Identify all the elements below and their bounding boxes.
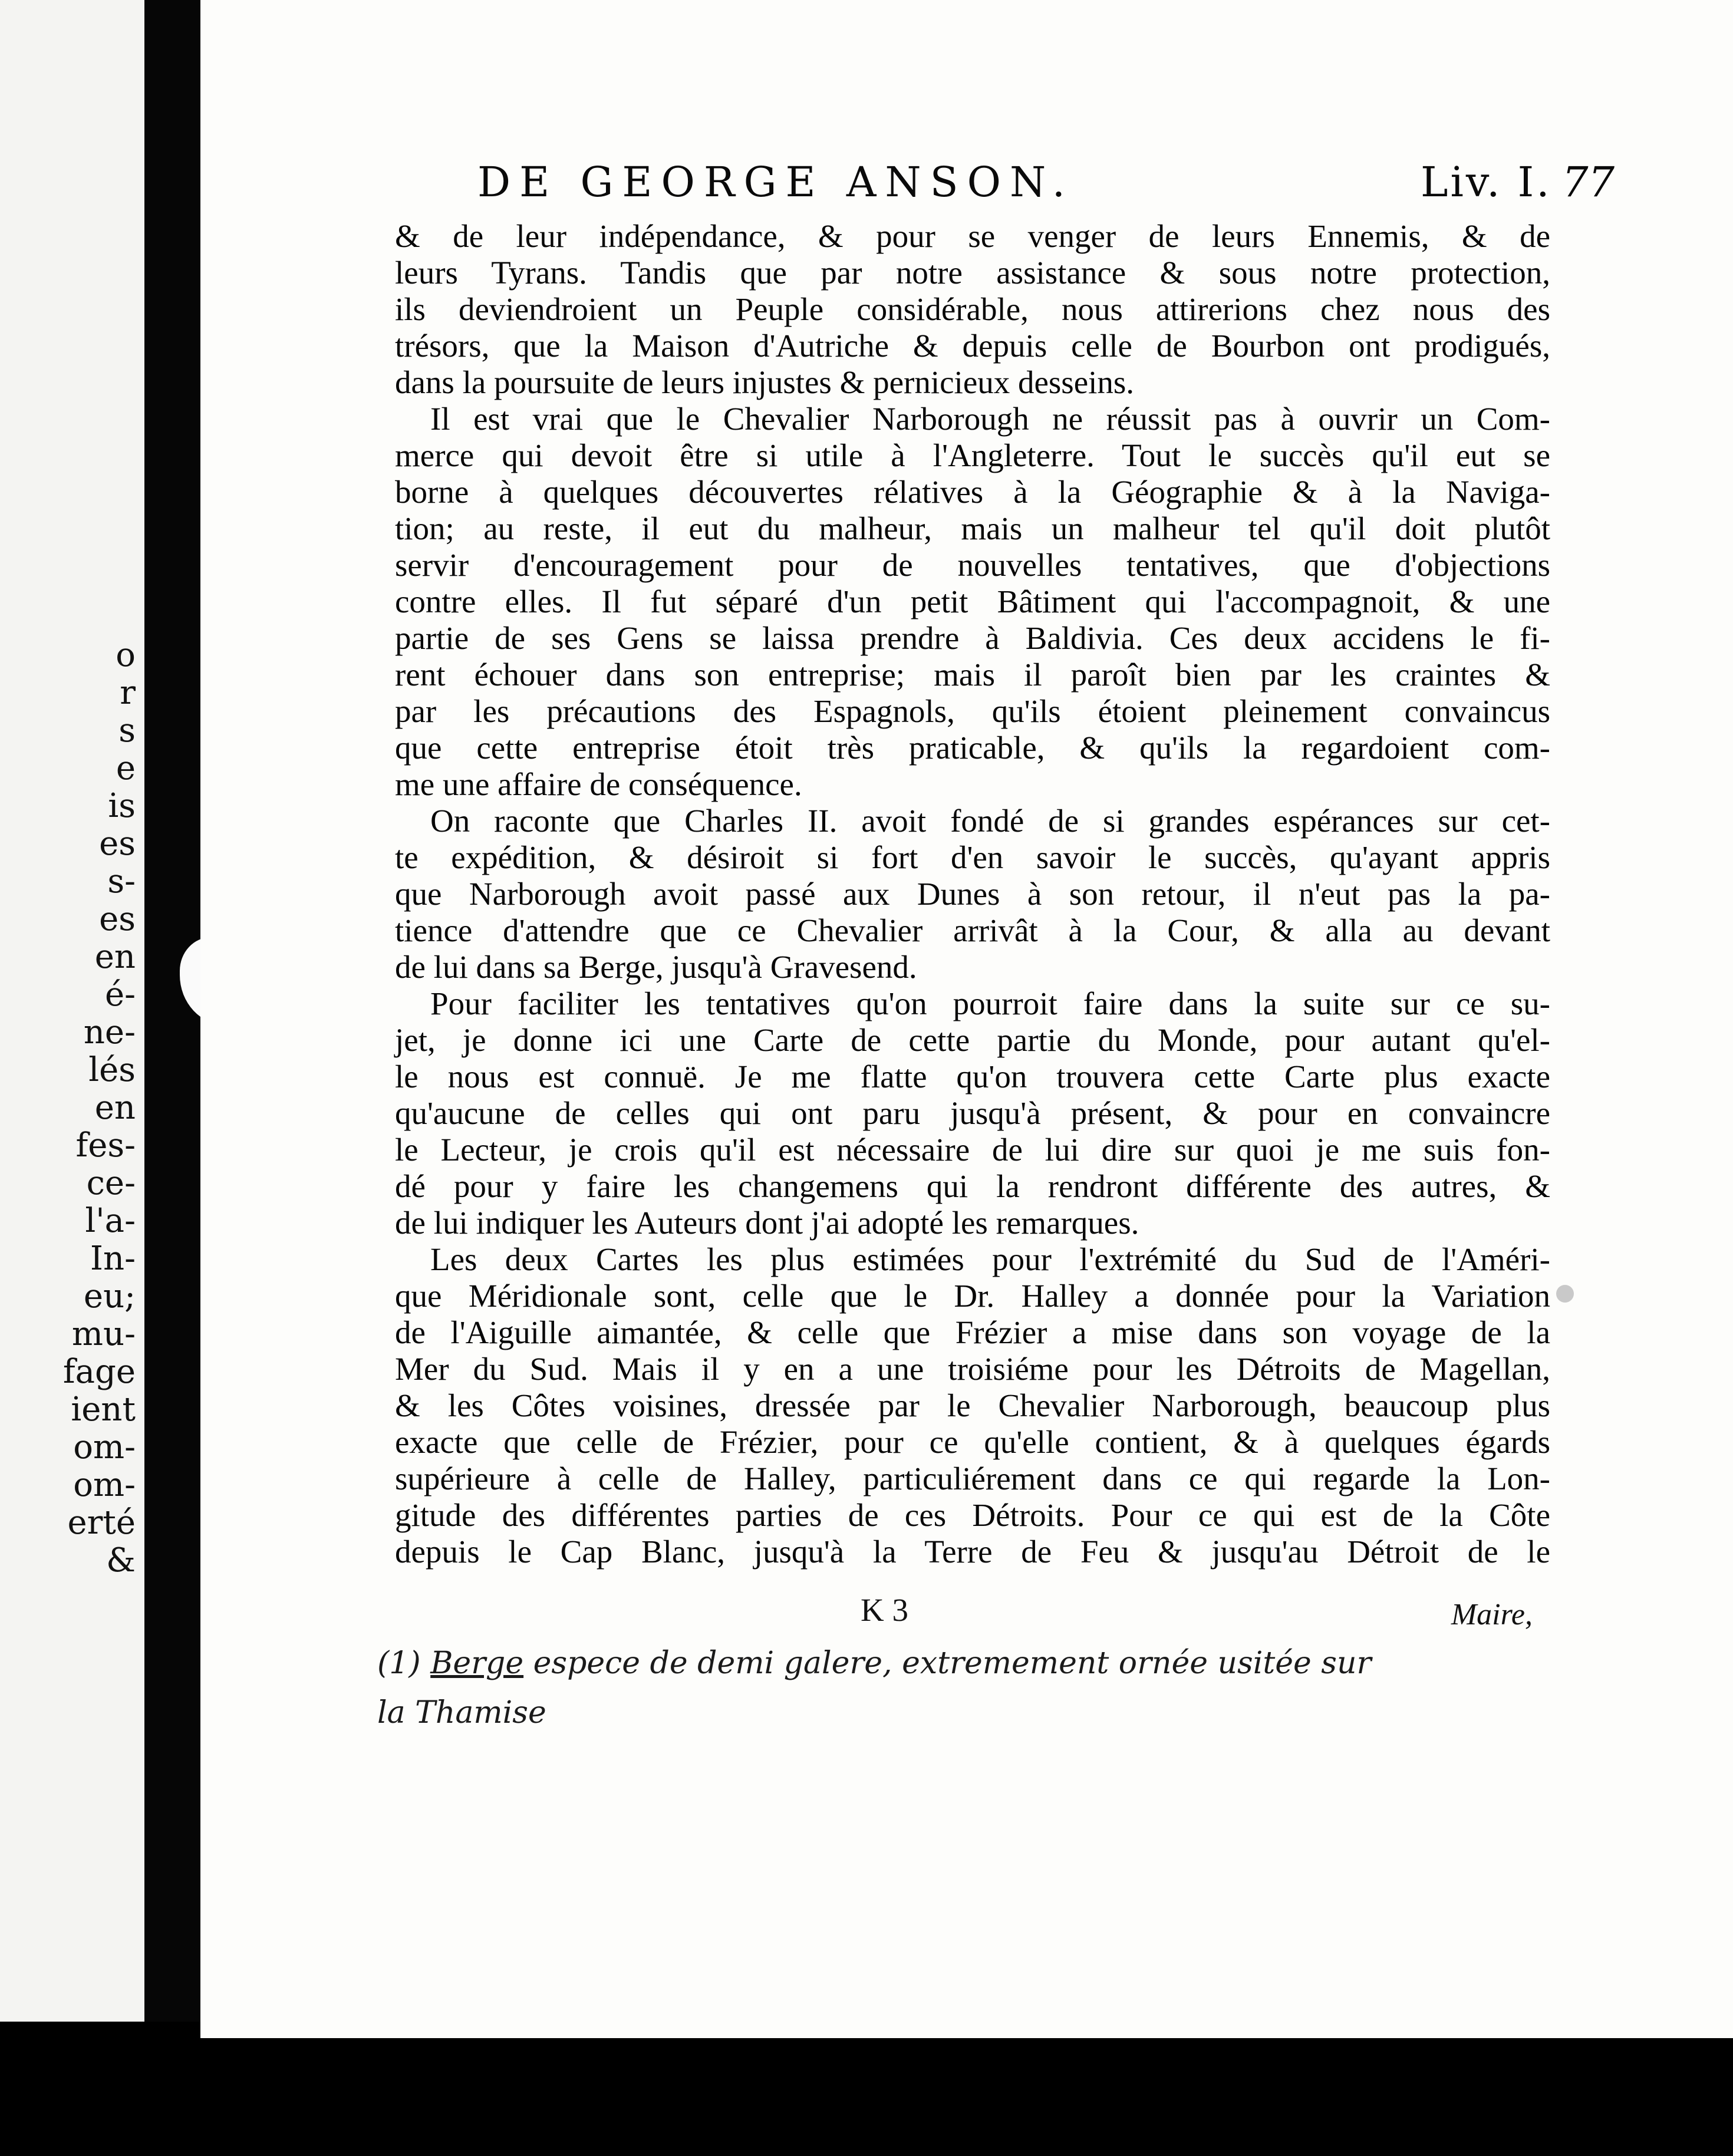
text-line: jet, je donne ici une Carte de cette partie du Monde, pour autant qu'el- [395,1022,1550,1058]
text-line: gitude des différentes parties de ces Détroits. Pour ce qui est de la Côte [395,1497,1550,1533]
left-page-fragment: om- [73,1466,136,1504]
left-page-fragment: ce- [86,1164,136,1202]
page-number: 77 [1562,158,1615,206]
text-line: supérieure à celle de Halley, particuliérement dans ce qui regarde la Lon- [395,1461,1550,1496]
text-line: Les deux Cartes les plus estimées pour l'extrémité du Sud de l'Améri- [430,1241,1550,1277]
text-line: que Narborough avoit passé aux Dunes à son retour, il n'eut pas la pa- [395,876,1550,912]
text-line: qu'aucune de celles qui ont paru jusqu'à présent, & pour en convaincre [395,1095,1550,1131]
text-line: ils deviendroient un Peuple considérable, nous attirerions chez nous des [395,291,1550,327]
left-page-fragment: lés [88,1051,136,1089]
text-line: Pour faciliter les tentatives qu'on pourroit faire dans la suite sur ce su- [430,985,1550,1021]
text-line: contre elles. Il fut séparé d'un petit Bâtiment qui l'accompagnoit, & une [395,583,1550,619]
text-line: partie de ses Gens se laissa prendre à Baldivia. Ces deux accidens le fi- [395,620,1550,656]
left-page-fragment: l'a- [85,1202,136,1240]
book-label: Liv. I. [1421,158,1552,206]
text-line: trésors, que la Maison d'Autriche & depuis celle de Bourbon ont prodigués, [395,328,1550,364]
text-line: exacte que celle de Frézier, pour ce qu'elle contient, & à quelques égards [395,1424,1550,1460]
text-line: me une affaire de conséquence. [395,766,802,802]
left-page-fragment: s- [107,862,136,901]
note-term: Berge [430,1646,524,1681]
left-page-fragment: ne- [83,1013,136,1051]
text-line: & de leur indépendance, & pour se venger de leurs Ennemis, & de [395,218,1550,254]
left-page-fragment: fage [62,1353,136,1391]
paper-stain [1556,1285,1574,1303]
note-definition: espece de demi galere, extremement ornée usitée sur [533,1646,1372,1681]
text-line: te expédition, & désiroit si fort d'en savoir le succès, qu'ayant appris [395,839,1550,875]
handwritten-footnote [377,1639,1603,1738]
text-line: dé pour y faire les changemens qui la rendront différente des autres, & [395,1168,1550,1204]
text-line: le nous est connuë. Je me flatte qu'on trouvera cette Carte plus exacte [395,1059,1550,1095]
text-line: Mer du Sud. Mais il y en a une troisiéme pour les Détroits de Magellan, [395,1351,1550,1387]
note-marker: (1) [377,1646,421,1681]
gutter-shadow [144,0,200,2022]
running-head [477,153,1615,218]
right-page [200,0,1733,2038]
running-title: DE GEORGE ANSON. [477,158,1075,206]
left-page-fragment: ient [71,1390,136,1429]
left-page-fragment: e [116,749,136,787]
text-line: que cette entreprise étoit très praticable, & qu'ils la regardoient com- [395,730,1550,766]
left-page-fragment: en [94,938,136,976]
text-line: Il est vrai que le Chevalier Narborough ne réussit pas à ouvrir un Com- [430,401,1550,437]
text-line: On raconte que Charles II. avoit fondé de si grandes espérances sur cet- [430,803,1550,839]
text-line: que Méridionale sont, celle que le Dr. Halley a donnée pour la Variation [395,1278,1550,1314]
left-page-fragment: s [118,711,136,750]
text-line: tion; au reste, il eut du malheur, mais un malheur tel qu'il doit plutôt [395,510,1550,546]
left-page-fragment: o [116,636,136,674]
left-page-fragment: en [94,1089,136,1127]
text-line: par les précautions des Espagnols, qu'ils étoient pleinement convaincus [395,693,1550,729]
handwritten-line-2: la Thamise [377,1695,546,1730]
left-page-fragment: é- [104,975,136,1014]
signature-mark: K 3 [861,1592,908,1628]
text-line: leurs Tyrans. Tandis que par notre assistance & sous notre protection, [395,255,1550,291]
left-page-fragment: mu- [71,1315,136,1353]
text-line: de l'Aiguille aimantée, & celle que Frézier a mise dans son voyage de la [395,1314,1550,1350]
left-page-fragment: & [106,1541,136,1580]
text-line: borne à quelques découvertes rélatives à la Géographie & à la Naviga- [395,474,1550,510]
text-line: dans la poursuite de leurs injustes & pernicieux desseins. [395,364,1135,400]
left-page-fragment: fes- [75,1126,136,1165]
body-text [395,218,1550,1570]
text-line: & les Côtes voisines, dressée par le Chevalier Narborough, beaucoup plus [395,1387,1550,1423]
text-line: tience d'attendre que ce Chevalier arrivât à la Cour, & alla au devant [395,912,1550,948]
left-page-fragment: es [99,825,136,863]
text-line: servir d'encouragement pour de nouvelles tentatives, que d'objections [395,547,1550,583]
text-line: depuis le Cap Blanc, jusqu'à la Terre de Feu & jusqu'au Détroit de le [395,1534,1550,1570]
text-line: de lui dans sa Berge, jusqu'à Gravesend. [395,949,917,985]
left-page-fragment: is [108,787,136,825]
handwritten-line-1 [377,1639,1603,1688]
text-line: rent échouer dans son entreprise; mais il paroît bien par les craintes & [395,657,1550,693]
left-page-fragment: In- [90,1239,136,1278]
text-line: de lui indiquer les Auteurs dont j'ai adopté les remarques. [395,1205,1139,1241]
left-page-margin-text [0,637,136,1580]
left-page-fragment: om- [73,1428,136,1466]
text-line: le Lecteur, je crois qu'il est nécessaire de lui dire sur quoi je me suis fon- [395,1132,1550,1168]
left-page-fragment: eu; [83,1277,136,1316]
left-page-fragment: r [120,674,136,712]
left-facing-page [0,0,144,2022]
text-line: merce qui devoit être si utile à l'Angleterre. Tout le succès qu'il eut se [395,437,1550,473]
left-page-fragment: erté [67,1504,136,1542]
catchword: Maire, [1451,1598,1533,1631]
left-page-fragment: es [99,900,136,938]
